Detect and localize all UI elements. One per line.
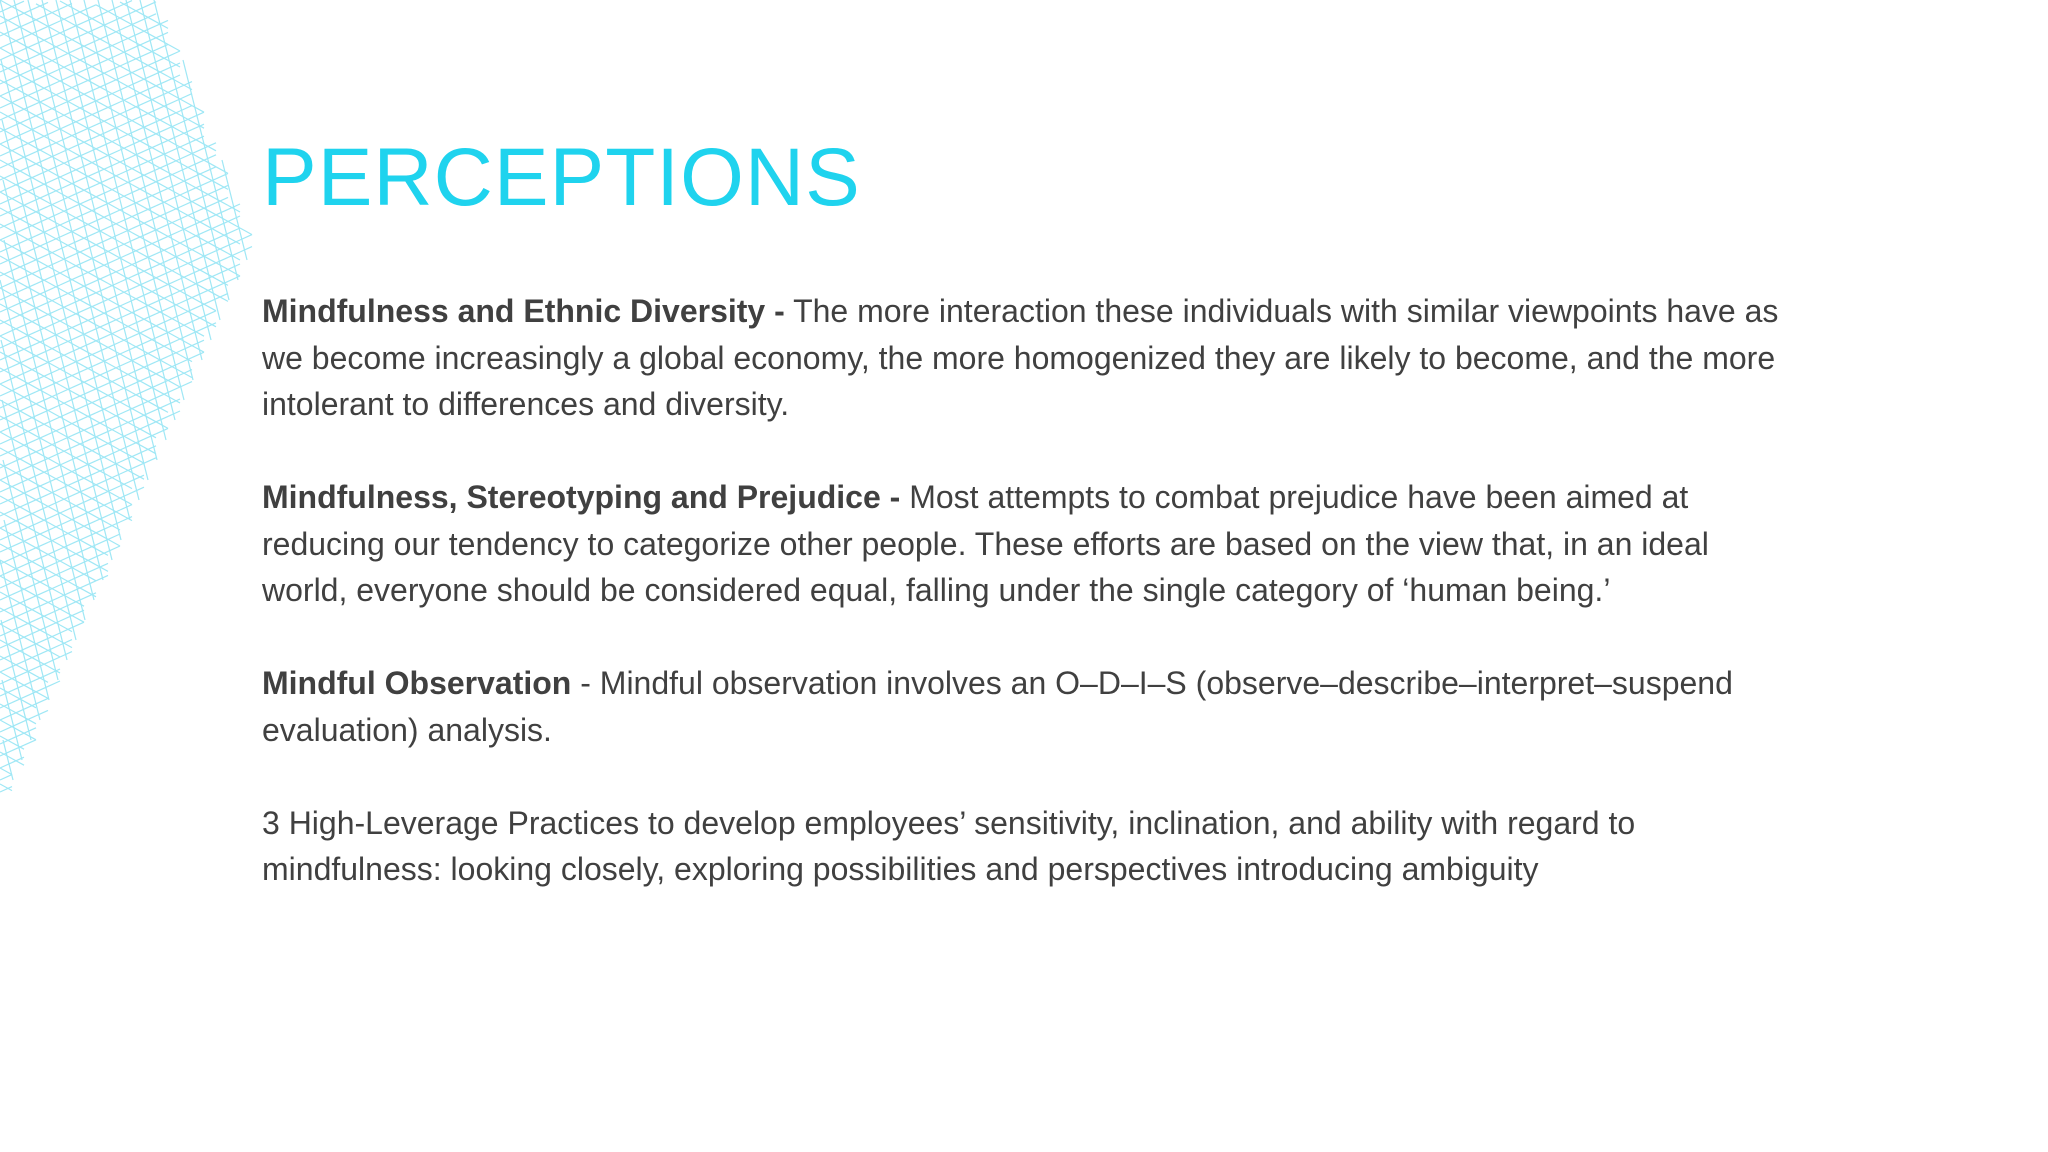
paragraph-text: 3 High-Leverage Practices to develop employees’ sensitivity, inclination, and ability with regard to mindfulness: looking closely, exploring possibilities and perspectives introducing ambiguity — [262, 804, 1636, 887]
paragraph-ethnic-diversity — [262, 288, 1802, 428]
paragraph-text: Most attempts to combat prejudice have been aimed at reducing our tendency to categorize other people. These efforts are based on the view that, in an ideal world, everyone should be considered equal, falling under the single category of ‘human being.’ — [262, 479, 1709, 608]
slide-body — [262, 288, 1802, 893]
paragraph-stereotyping-prejudice — [262, 474, 1802, 614]
paragraph-text: The more interaction these individuals with similar viewpoints have as we become increasingly a global economy, the more homogenized they are likely to become, and the more intolerant to differences and diversity. — [262, 293, 1779, 422]
paragraph-heading: Mindful Observation — [262, 665, 572, 701]
wireframe-decoration — [0, 0, 300, 820]
slide-title: PERCEPTIONS — [262, 132, 861, 223]
paragraph-heading: Mindfulness, Stereotyping and Prejudice - — [262, 479, 901, 515]
paragraph-heading: Mindfulness and Ethnic Diversity - — [262, 293, 785, 329]
paragraph-mindful-observation — [262, 660, 1802, 753]
paragraph-high-leverage-practices — [262, 800, 1802, 893]
paragraph-text: - Mindful observation involves an O–D–I–S (observe–describe–interpret–suspend evaluation) analysis. — [262, 665, 1733, 748]
